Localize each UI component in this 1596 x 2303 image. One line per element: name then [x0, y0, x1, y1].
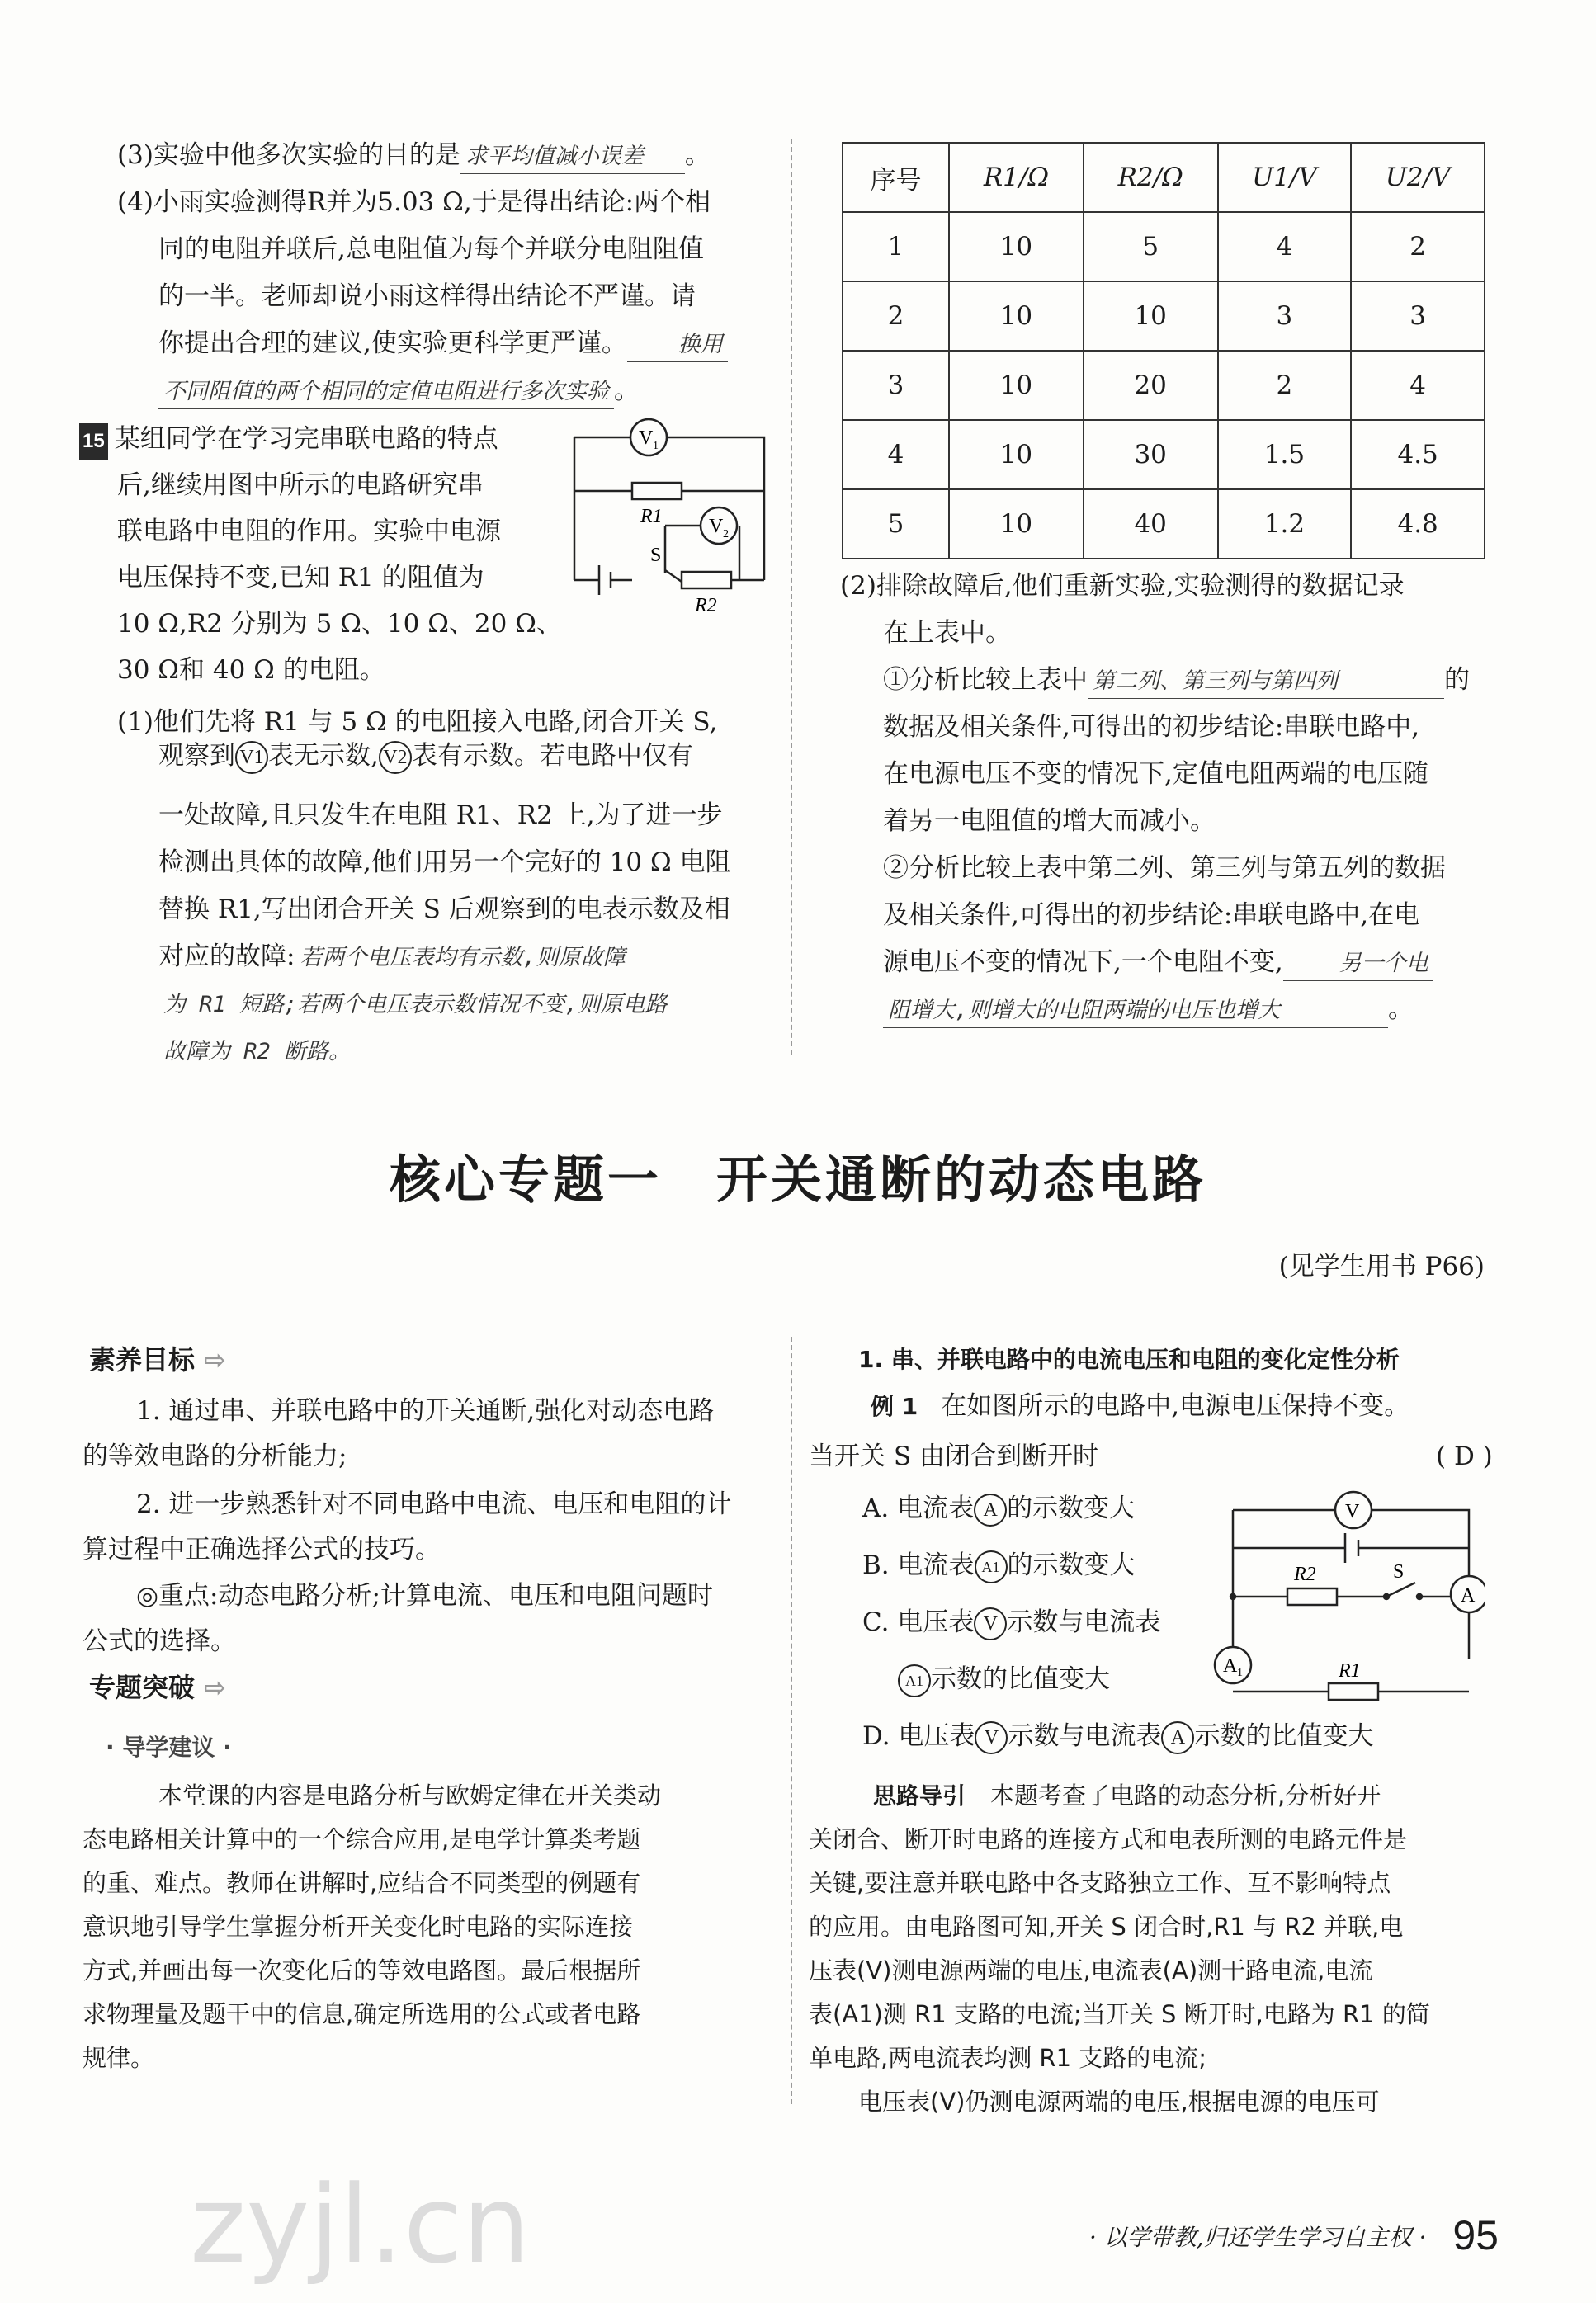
q15-part2-line2: 在上表中。	[883, 618, 1011, 648]
part2-b-line1: ②分析比较上表中第二列、第三列与第五列的数据	[883, 853, 1446, 883]
table-row: 2 10 10 3 3	[843, 281, 1485, 351]
part2-a-line3: 在电源电压不变的情况下,定值电阻两端的电压随	[883, 759, 1428, 789]
r2-label: R2	[695, 595, 717, 616]
q15-answer-line3: 故障为 R2 断路。	[158, 1034, 383, 1069]
q4-line2: 同的电阻并联后,总电阻值为每个并联分电阻阻值	[158, 234, 704, 264]
goal2-line1: 2. 进一步熟悉针对不同电路中电流、电压和电阻的计	[136, 1489, 732, 1519]
q4-line1: (4)小雨实验测得R并为5.03 Ω,于是得出结论:两个相	[117, 187, 711, 217]
q15-line5: 10 Ω,R2 分别为 5 Ω、10 Ω、20 Ω、	[117, 609, 562, 639]
arrow-icon: ⇨	[195, 1344, 226, 1376]
example1-line2: 当开关 S 由闭合到断开时	[809, 1442, 1098, 1471]
q15-answer-line2: 为 R1 短路;若两个电压表示数情况不变,则原电路	[158, 987, 673, 1022]
section1-heading: 1. 串、并联电路中的电流电压和电阻的变化定性分析	[858, 1346, 1400, 1373]
r1-label: R1	[640, 506, 663, 527]
v2-meter-icon: V2	[379, 741, 412, 774]
r1-label: R1	[1339, 1660, 1361, 1682]
part2-a-line1: ①分析比较上表中 第二列、第三列与第四列 的	[883, 663, 1470, 699]
option-b: B. 电流表 A1 的示数变大	[862, 1546, 1136, 1584]
table-row: 1 10 5 4 2	[843, 212, 1485, 281]
v1-meter-icon: V1	[235, 741, 268, 774]
q15-part1-line5: 替换 R1,写出闭合开关 S 后观察到的电表示数及相	[158, 894, 730, 924]
goal2-line2: 算过程中正确选择公式的技巧。	[83, 1535, 441, 1564]
q15-line3: 联电路中电阻的作用。实验中电源	[117, 517, 501, 546]
footer-slogan: · 以学带教,归还学生学习自主权 ·	[1089, 2224, 1427, 2251]
goal-heading: 素养目标 ⇨	[89, 1344, 226, 1376]
key-point-line1: ◎重点:动态电路分析;计算电流、电压和电阻问题时	[136, 1581, 713, 1611]
part2-b-line2: 及相关条件,可得出的初步结论:串联电路中,在电	[883, 900, 1420, 930]
ammeter-a1-icon: A1	[898, 1664, 931, 1697]
q4-answer-line: 不同阻值的两个相同的定值电阻进行多次实验 。	[158, 374, 640, 409]
ammeter-a-label: A	[1461, 1585, 1476, 1607]
table-row: 4 10 30 1.5 4.5	[843, 420, 1485, 489]
option-a: A. 电流表 A 的示数变大	[862, 1489, 1135, 1527]
page-title: 核心专题一 开关通断的动态电路	[389, 1149, 1206, 1210]
part2-a-answer: 第二列、第三列与第四列	[1088, 665, 1444, 699]
svg-text:2: 2	[723, 528, 729, 540]
q15-answer-part1: 若两个电压表均有示数,则原故障	[295, 941, 630, 975]
table-header-row: 序号 R1/Ω R2/Ω U1/V U2/V	[843, 143, 1485, 212]
topic-heading: 专题突破 ⇨	[89, 1672, 226, 1703]
arrow-icon: ⇨	[195, 1672, 226, 1703]
column-divider-top	[791, 139, 792, 1055]
page-number: 95	[1452, 2212, 1499, 2258]
part2-b-answer-part1: 另一个电	[1283, 947, 1433, 981]
series-circuit-diagram	[558, 417, 782, 623]
q15-part1-line2: 观察到 V1 表无示数, V2 表有示数。若电路中仅有	[158, 737, 693, 775]
q15-part2-line1: (2)排除故障后,他们重新实验,实验测得的数据记录	[840, 571, 1405, 601]
parallel-circuit-diagram	[1213, 1485, 1485, 1708]
q4-answer-part1: 换用	[627, 328, 728, 362]
option-c-line2: A1 示数的比值变大	[898, 1660, 1110, 1698]
ammeter-a1-icon: A1	[975, 1550, 1008, 1583]
r2-label: R2	[1294, 1564, 1316, 1585]
q15-part1-line3: 一处故障,且只发生在电阻 R1、R2 上,为了进一步	[158, 800, 723, 830]
option-c-line1: C. 电压表 V 示数与电流表	[862, 1603, 1160, 1641]
option-d: D. 电压表 V 示数与电流表 A 示数的比值变大	[862, 1717, 1373, 1755]
q15-line2: 后,继续用图中所示的电路研究串	[117, 470, 484, 500]
q15-line4: 电压保持不变,已知 R1 的阻值为	[117, 563, 484, 592]
v2-meter-label: V	[709, 516, 724, 537]
q4-answer-part2: 不同阻值的两个相同的定值电阻进行多次实验	[158, 375, 614, 409]
q3-answer: 求平均值减小误差	[460, 140, 685, 174]
switch-label: S	[1393, 1561, 1405, 1583]
example1-line1: 例 1 在如图所示的电路中,电源电压保持不变。	[871, 1391, 1410, 1421]
goal1-line2: 的等效电路的分析能力;	[83, 1442, 347, 1471]
q15-part1-line4: 检测出具体的故障,他们用另一个完好的 10 Ω 电阻	[158, 847, 731, 877]
column-divider-bottom	[791, 1337, 792, 2104]
q3-line: (3)实验中他多次实验的目的是 求平均值减小误差 。	[117, 139, 711, 174]
ammeter-a-icon: A	[1161, 1721, 1194, 1754]
watermark: zyjl.cn	[190, 2162, 531, 2287]
experiment-data-table	[842, 142, 1485, 559]
svg-text:1: 1	[653, 440, 659, 452]
guide-heading: · 导学建议 ·	[106, 1734, 232, 1761]
reference-note: (见学生用书 P66)	[1278, 1252, 1485, 1281]
ammeter-a-icon: A	[974, 1494, 1007, 1527]
q15-part1-line1: (1)他们先将 R1 与 5 Ω 的电阻接入电路,闭合开关 S,	[117, 707, 718, 737]
example1-answer: ( D )	[1436, 1442, 1493, 1471]
guide-paragraph: 本堂课的内容是电路分析与欧姆定律在开关类动 态电路相关计算中的一个综合应用,是电学计算类考题 的重、难点。教师在讲解时,应结合不同类型的例题有 意识地引导学生掌握分析开关变化时电路的实际连接 方式,并画出每一次变化后的等效电路图。最后根据所 求物理量及题干中的信息,确定所选用的公式或者电路 规律。	[83, 1782, 662, 2072]
v1-meter-label: V	[639, 427, 654, 449]
part2-b-answer-line: 阻增大,则增大的电阻两端的电压也增大 。	[883, 993, 1414, 1028]
voltmeter-v-icon: V	[975, 1721, 1008, 1754]
key-point-line2: 公式的选择。	[83, 1626, 236, 1656]
ammeter-a1-label: A	[1223, 1655, 1238, 1677]
table-row: 5 10 40 1.2 4.8	[843, 489, 1485, 559]
part2-b-answer-part2: 阻增大,则增大的电阻两端的电压也增大	[883, 994, 1388, 1028]
thinking-guide-heading: 思路导引	[873, 1782, 966, 1810]
voltmeter-label: V	[1345, 1501, 1360, 1522]
q15-part1-line6: 对应的故障: 若两个电压表均有示数,则原故障	[158, 940, 630, 975]
q4-line4: 你提出合理的建议,使实验更科学更严谨。 换用	[158, 327, 728, 362]
q15-line6: 30 Ω和 40 Ω 的电阻。	[117, 655, 385, 685]
switch-label: S	[650, 545, 662, 566]
q4-line3: 的一半。老师却说小雨这样得出结论不严谨。请	[158, 281, 696, 311]
svg-text:1: 1	[1237, 1667, 1243, 1679]
part2-b-line3: 源电压不变的情况下,一个电阻不变, 另一个电	[883, 946, 1433, 981]
part2-a-line2: 数据及相关条件,可得出的初步结论:串联电路中,	[883, 712, 1420, 742]
q15-line1: 15 某组同学在学习完串联电路的特点	[79, 422, 498, 460]
thinking-guide-paragraph: 思路导引 本题考查了电路的动态分析,分析好开 关闭合、断开时电路的连接方式和电表所测的电路元件是 关键,要注意并联电路中各支路独立工作、互不影响特点 的应用。由电路图可知,开关 S 闭合时,R1 与 R2 并联,电 压表(V)测电源两端的电压,电流表(A)测干路电流,电流 表(A1)测 R1 支路的电流;当开关 S 断开时,电路为 R1 的简 单电路,两电流表均测 R1 支路的电流; 电压表(V)仍测电源两端的电压,根据电源的电压可	[809, 1782, 1430, 2116]
table-row: 3 10 20 2 4	[843, 351, 1485, 420]
goal1-line1: 1. 通过串、并联电路中的开关通断,强化对动态电路	[136, 1396, 715, 1426]
part2-a-line4: 着另一电阻值的增大而减小。	[883, 806, 1216, 836]
question-number-badge: 15	[79, 423, 108, 460]
voltmeter-v-icon: V	[974, 1607, 1007, 1640]
